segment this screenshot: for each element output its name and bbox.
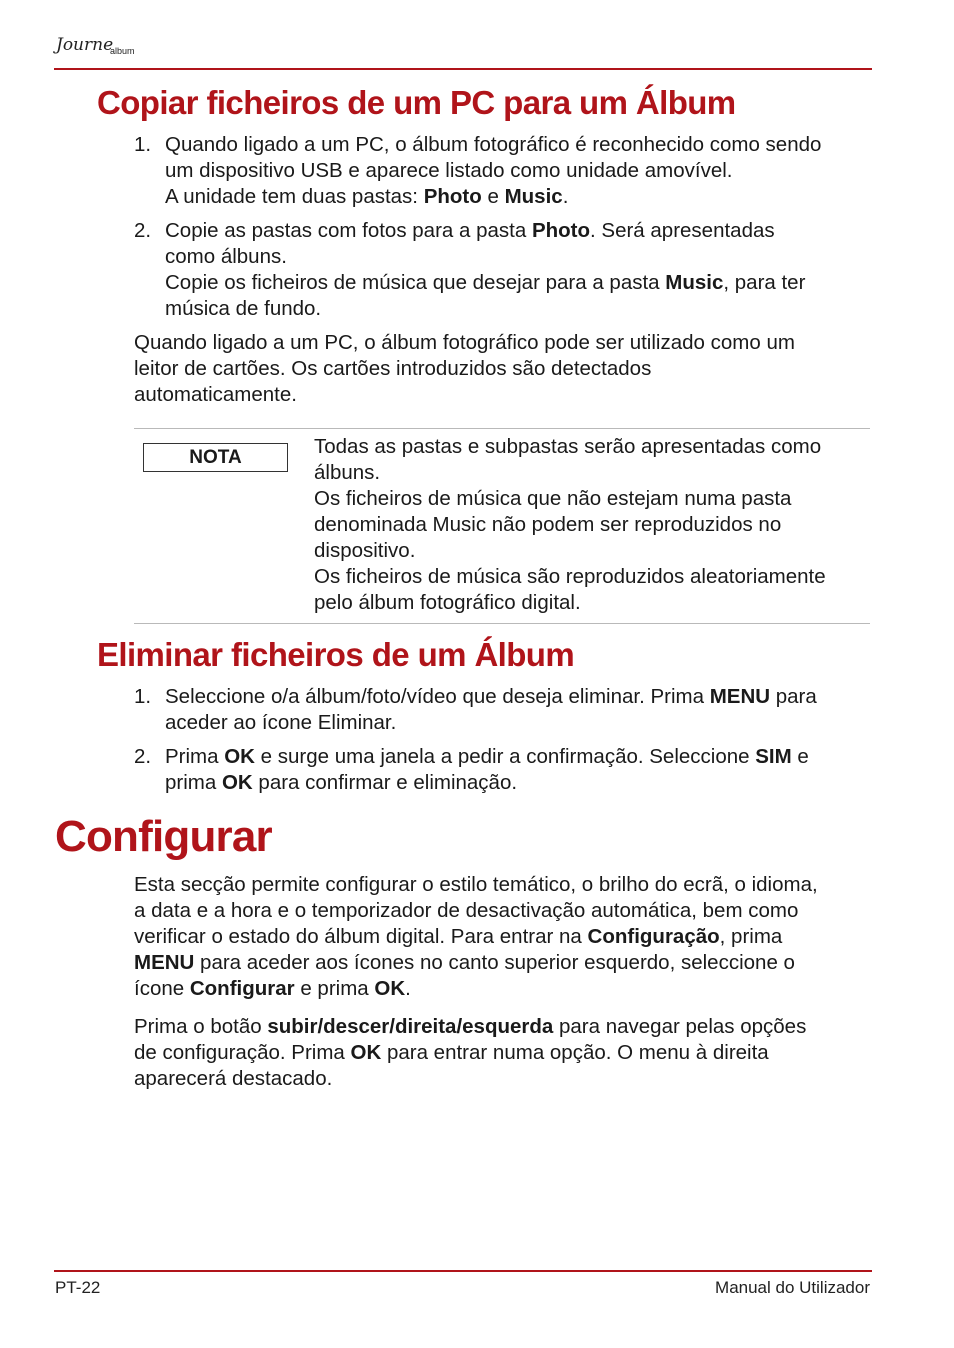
note-line: denominada Music não podem ser reproduzidos no — [314, 513, 782, 536]
list-item — [134, 218, 874, 322]
logo-sub-text: album — [110, 46, 135, 56]
note-line: Os ficheiros de música que não estejam numa pasta — [314, 487, 792, 510]
copy-steps — [134, 132, 874, 408]
step-line: Copie as pastas com fotos para a pasta Photo. Será apresentadas — [165, 219, 775, 242]
note-line: Os ficheiros de música são reproduzidos aleatoriamente — [314, 565, 826, 588]
note-line: Todas as pastas e subpastas serão apresentadas como — [314, 435, 822, 458]
list-item — [134, 132, 874, 210]
para-line: verificar o estado do álbum digital. Para entrar na Configuração, prima — [134, 925, 783, 948]
list-item — [134, 684, 874, 736]
step-line: Copie os ficheiros de música que desejar para a pasta Music, para ter — [165, 271, 806, 294]
journe-album-logo — [52, 24, 162, 64]
note-line: dispositivo. — [314, 539, 416, 562]
note-badge: NOTA — [143, 443, 288, 472]
header-rule — [54, 68, 872, 70]
note-text — [314, 434, 870, 616]
configure-paragraphs — [134, 872, 874, 1092]
step-number: 2. — [134, 219, 152, 242]
page-number: PT-22 — [55, 1278, 101, 1297]
para-line: ícone Configurar e prima OK. — [134, 977, 411, 1000]
para-line: MENU para aceder aos ícones no canto superior esquerdo, seleccione o — [134, 951, 795, 974]
manual-title: Manual do Utilizador — [715, 1278, 870, 1297]
step-line: prima OK para confirmar e eliminação. — [165, 771, 518, 794]
logo-script-text: Journe — [56, 35, 114, 55]
para-line: a data e a hora e o temporizador de desactivação automática, bem como — [134, 899, 799, 922]
note-top-rule — [134, 428, 870, 429]
step-line: como álbuns. — [165, 245, 287, 268]
configure-paragraph-2 — [134, 1014, 874, 1092]
note-line: pelo álbum fotográfico digital. — [314, 591, 581, 614]
para-line: Quando ligado a um PC, o álbum fotográfico pode ser utilizado como um — [134, 331, 795, 354]
step-line: música de fundo. — [165, 297, 322, 320]
chapter-title-configure: Configurar — [55, 812, 272, 861]
para-line: automaticamente. — [134, 383, 297, 406]
list-item — [134, 744, 874, 796]
step-line: Seleccione o/a álbum/foto/vídeo que deseja eliminar. Prima MENU para — [165, 685, 817, 708]
step-line: um dispositivo USB e aparece listado como unidade amovível. — [165, 159, 733, 182]
para-line: aparecerá destacado. — [134, 1067, 333, 1090]
step-line: Prima OK e surge uma janela a pedir a confirmação. Seleccione SIM e — [165, 745, 809, 768]
step-number: 2. — [134, 745, 152, 768]
note-line: álbuns. — [314, 461, 381, 484]
step-number: 1. — [134, 133, 152, 156]
step-number: 1. — [134, 685, 152, 708]
footer-rule — [54, 1270, 872, 1272]
section-title-delete: Eliminar ficheiros de um Álbum — [97, 636, 575, 673]
configure-paragraph-1 — [134, 872, 874, 1002]
card-reader-paragraph — [134, 330, 874, 408]
note-bottom-rule — [134, 623, 870, 624]
step-line: aceder ao ícone Eliminar. — [165, 711, 397, 734]
para-line: Esta secção permite configurar o estilo temático, o brilho do ecrã, o idioma, — [134, 873, 818, 896]
step-line: A unidade tem duas pastas: Photo e Music. — [165, 185, 569, 208]
para-line: leitor de cartões. Os cartões introduzidos são detectados — [134, 357, 652, 380]
para-line: de configuração. Prima OK para entrar numa opção. O menu à direita — [134, 1041, 769, 1064]
section-title-copy: Copiar ficheiros de um PC para um Álbum — [97, 84, 736, 121]
step-line: Quando ligado a um PC, o álbum fotográfico é reconhecido como sendo — [165, 133, 822, 156]
para-line: Prima o botão subir/descer/direita/esquerda para navegar pelas opções — [134, 1015, 807, 1038]
delete-steps — [134, 684, 874, 796]
